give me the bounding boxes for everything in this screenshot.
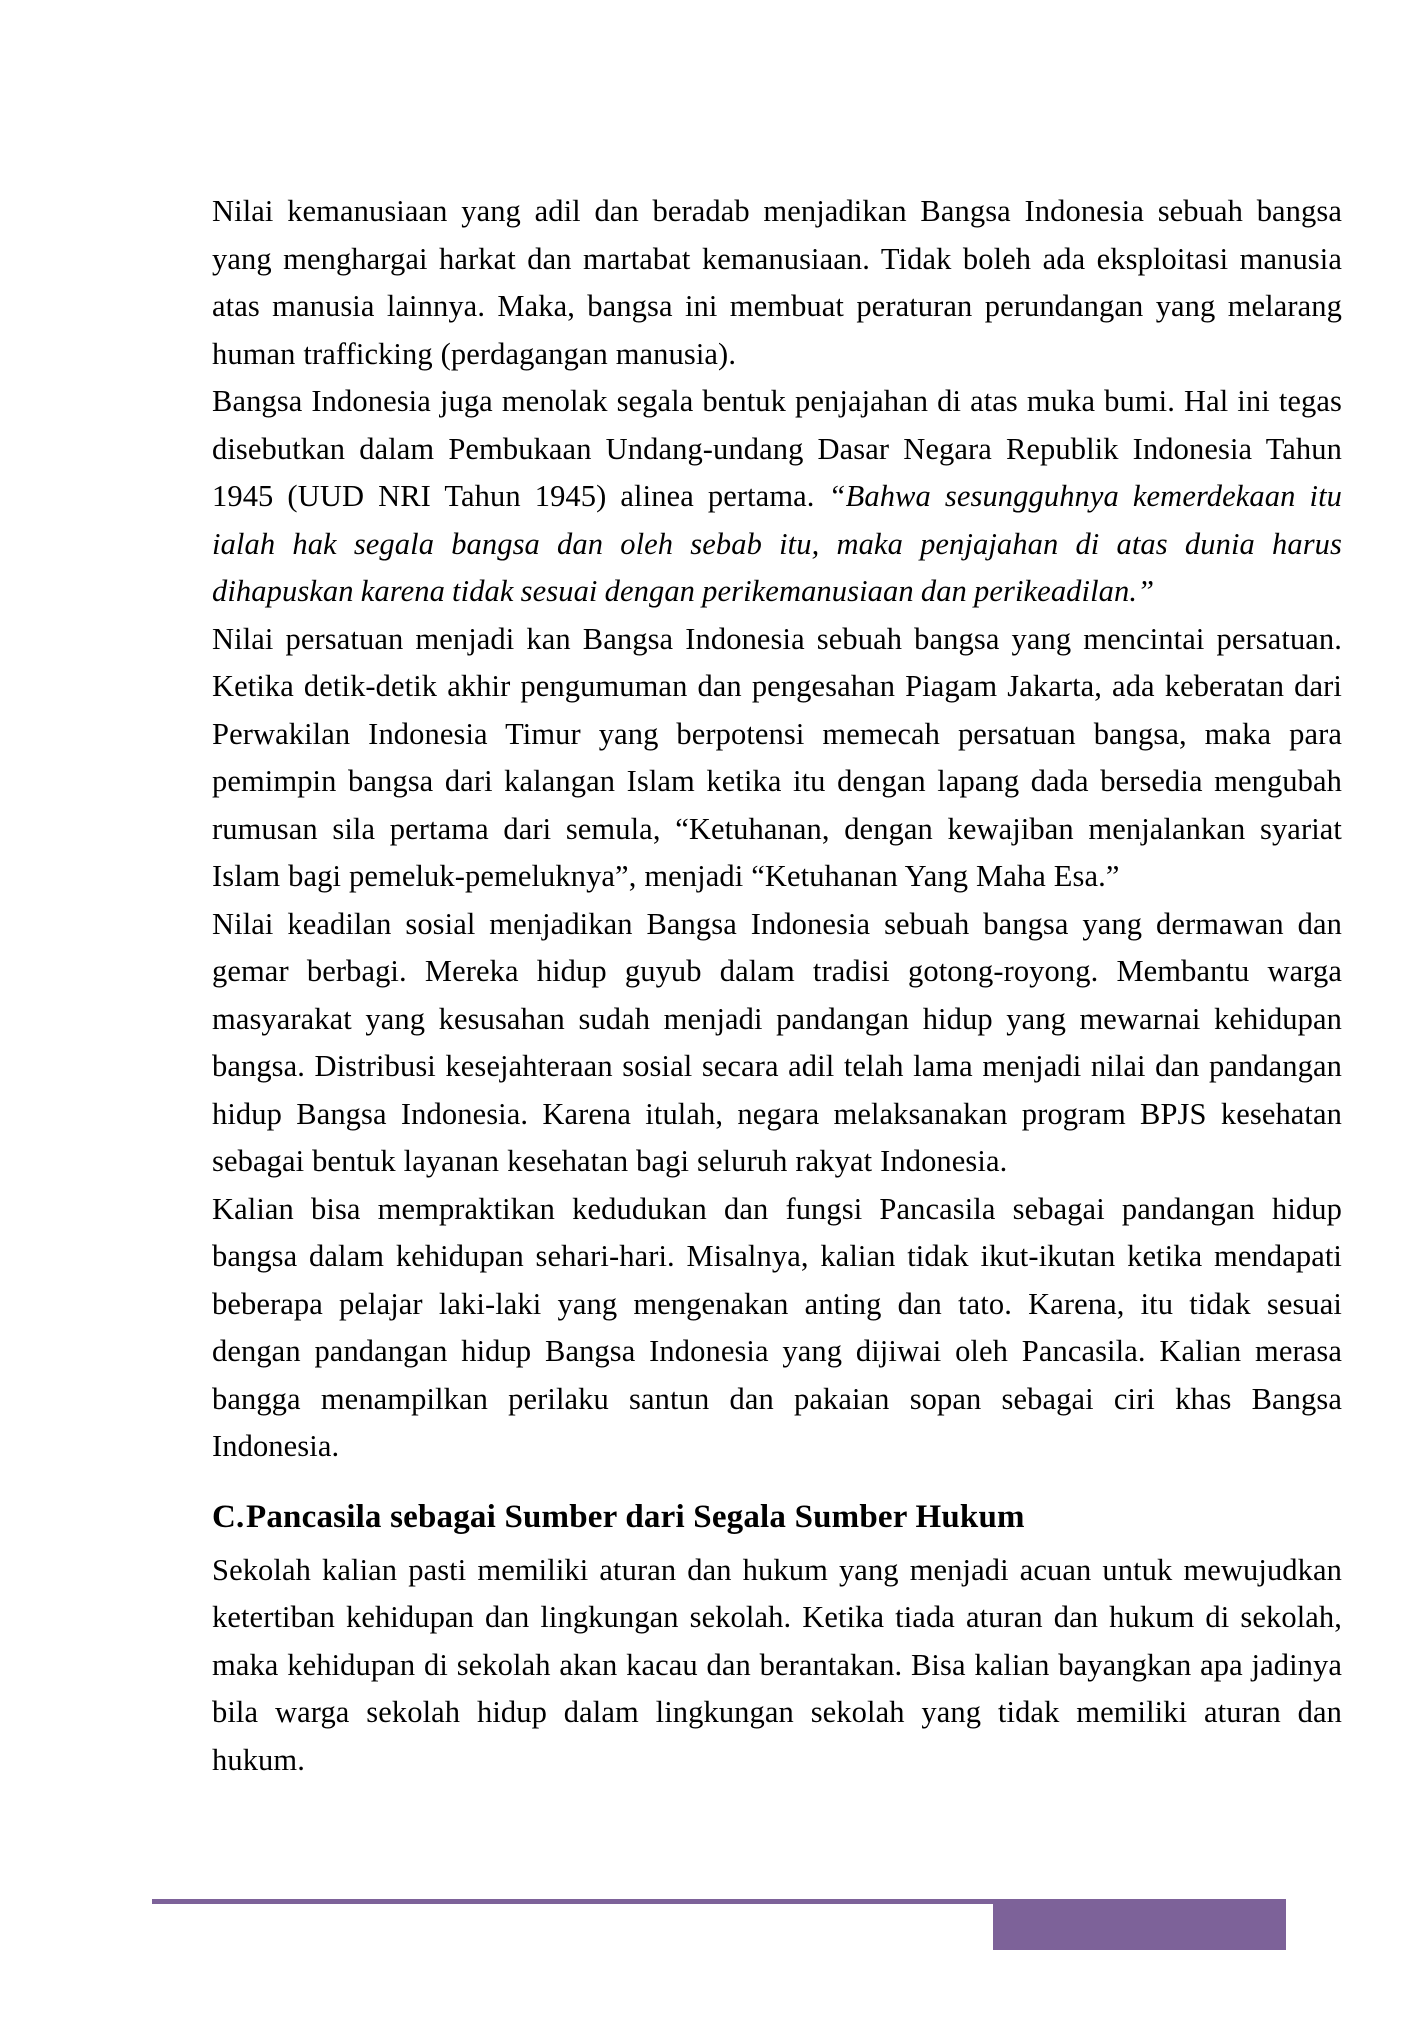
page-content: [212, 188, 1342, 1784]
section-title: Pancasila sebagai Sumber dari Segala Sumber Hukum: [246, 1498, 1025, 1535]
paragraph-sekolah-aturan: Sekolah kalian pasti memiliki aturan dan hukum yang menjadi acuan untuk mewujudkan ketertiban kehidupan dan lingkungan sekolah. Ketika tiada aturan dan hukum di sekolah, maka kehidupan di sekolah akan kacau dan berantakan. Bisa kalian bayangkan apa jadinya bila warga sekolah hidup dalam lingkungan sekolah yang tidak memiliki aturan dan hukum.: [212, 1552, 1342, 1777]
page-number-block: [993, 1904, 1286, 1950]
section-letter: C.: [212, 1498, 245, 1535]
paragraph-nilai-kemanusiaan: Nilai kemanusiaan yang adil dan beradab menjadikan Bangsa Indonesia sebuah bangsa yang menghargai harkat dan martabat kemanusiaan. Tidak boleh ada eksploitasi manusia atas manusia lainnya. Maka, bangsa ini membuat peraturan perundangan yang melarang human trafficking (perdagangan manusia).: [212, 194, 1342, 371]
paragraph-nilai-persatuan: Nilai persatuan menjadi kan Bangsa Indonesia sebuah bangsa yang mencintai persatuan. Ketika detik-detik akhir pengumuman dan pengesahan Piagam Jakarta, ada keberatan dari Perwakilan Indonesia Timur yang berpotensi memecah persatuan bangsa, maka para pemimpin bangsa dari kalangan Islam ketika itu dengan lapang dada bersedia mengubah rumusan sila pertama dari semula, “Ketuhanan, dengan kewajiban menjalankan syariat Islam bagi pemeluk-pemeluknya”, menjadi “Ketuhanan Yang Maha Esa.”: [212, 621, 1342, 893]
paragraph-nilai-keadilan-sosial: Nilai keadilan sosial menjadikan Bangsa Indonesia sebuah bangsa yang dermawan dan gemar berbagi. Mereka hidup guyub dalam tradisi gotong-royong. Membantu warga masyarakat yang kesusahan sudah menjadi pandangan hidup yang mewarnai kehidupan bangsa. Distribusi kesejahteraan sosial secara adil telah lama menjadi nilai dan pandangan hidup Bangsa Indonesia. Karena itulah, negara melaksanakan program BPJS kesehatan sebagai bentuk layanan kesehatan bagi seluruh rakyat Indonesia.: [212, 906, 1342, 1178]
page-number: 7: [1385, 1913, 1399, 1941]
paragraph-praktik-pancasila: Kalian bisa mempraktikan kedudukan dan fungsi Pancasila sebagai pandangan hidup bangsa dalam kehidupan sehari-hari. Misalnya, kalian tidak ikut-ikutan ketika mendapati beberapa pelajar laki-laki yang mengenakan anting dan tato. Karena, itu tidak sesuai dengan pandangan hidup Bangsa Indonesia yang dijiwai oleh Pancasila. Kalian merasa bangga menampilkan perilaku santun dan pakaian sopan sebagai ciri khas Bangsa Indonesia.: [212, 1191, 1342, 1463]
paragraph-penjajahan-lead: [212, 378, 1342, 616]
section-heading-c: [212, 1493, 1342, 1541]
uud-quote-italic: “Bahwa sesungguhnya kemerdekaan itu ialah hak segala bangsa dan oleh sebab itu, maka penjajahan di atas dunia harus dihapuskan karena tidak sesuai dengan perikemanusiaan dan perikeadilan.”: [212, 479, 1342, 608]
paragraph-penjajahan-lead-text: Bangsa Indonesia juga menolak segala bentuk penjajahan di atas muka bumi. Hal ini tegas disebutkan dalam Pembukaan Undang-undang Dasar Negara Republik Indonesia Tahun 1945 (UUD NRI Tahun 1945) alinea pertama.: [212, 384, 1342, 513]
